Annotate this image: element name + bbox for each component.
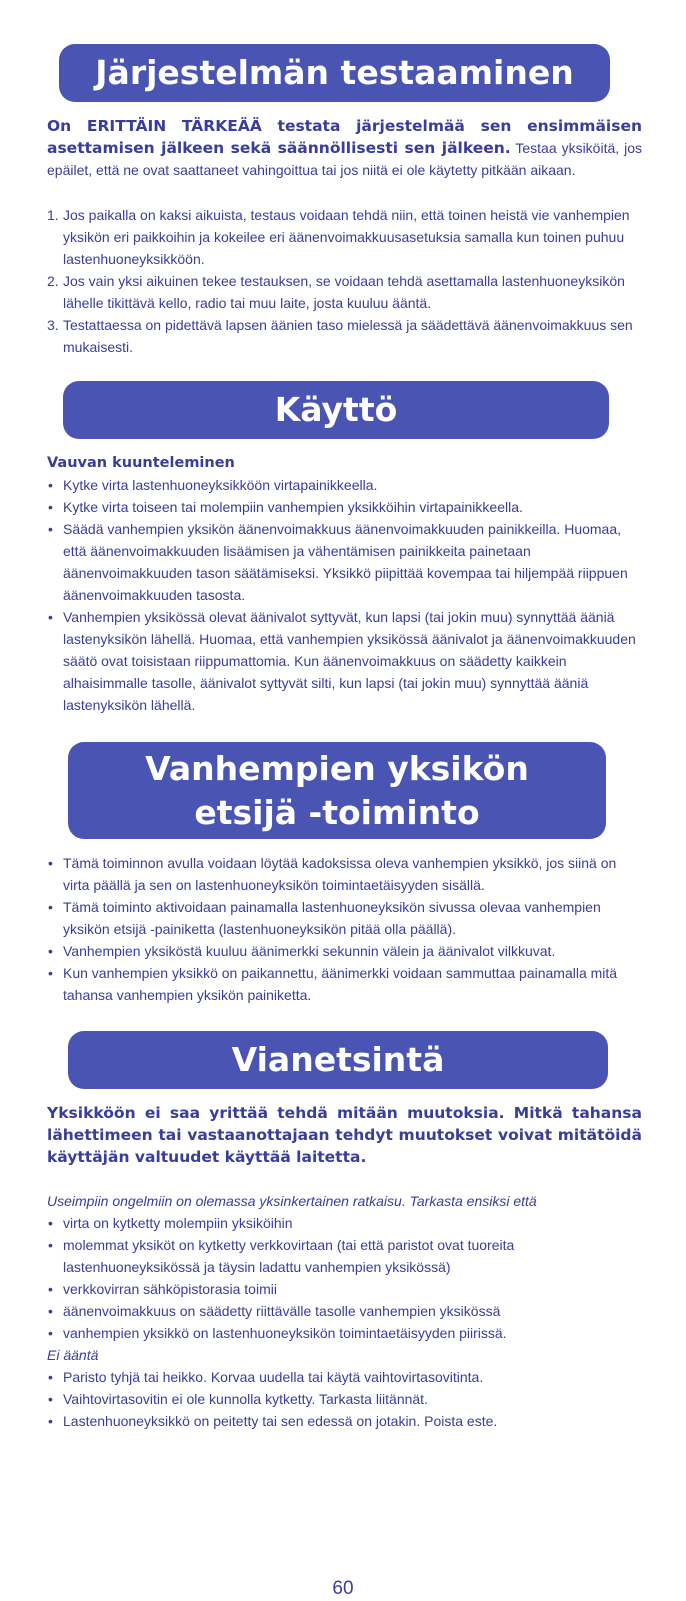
troubleshooting-intro: Useimpiin ongelmiin on olemassa yksinkertainen ratkaisu. Tarkasta ensiksi että bbox=[47, 1193, 537, 1209]
bullet-icon: • bbox=[48, 1215, 53, 1231]
list-item-text: Jos vain yksi aikuinen tekee testauksen, se voidaan tehdä asettamalla lastenhuoneyksikön lähelle tikittävä kello, radio tai muu laite, josta kuuluu ääntä. bbox=[63, 273, 625, 311]
bullet-icon: • bbox=[48, 477, 53, 493]
bullet-icon: • bbox=[48, 1303, 53, 1319]
bullet-icon: • bbox=[48, 943, 53, 959]
troubleshooting-warning bbox=[47, 1102, 642, 1168]
list-item-text: äänenvoimakkuus on säädetty riittävälle tasolle vanhempien yksikössä bbox=[63, 1303, 501, 1319]
list-item bbox=[47, 896, 642, 940]
list-number: 2. bbox=[47, 273, 59, 289]
troubleshooting-content bbox=[47, 1190, 642, 1432]
bullet-icon: • bbox=[48, 855, 53, 871]
list-item bbox=[47, 852, 642, 896]
testing-steps bbox=[47, 204, 642, 358]
list-item-text: Vaihtovirtasovitin ei ole kunnolla kytketty. Tarkasta liitännät. bbox=[63, 1391, 428, 1407]
bullet-icon: • bbox=[48, 521, 53, 537]
bullet-icon: • bbox=[48, 899, 53, 915]
usage-content bbox=[47, 452, 642, 716]
list-item-text: Säädä vanhempien yksikön äänenvoimakkuus äänenvoimakkuuden painikkeilla. Huomaa, että äänenvoimakkuuden lisäämisen ja vähentämisen painikkeita painetaan äänenvoimakkuuden tason säätämiseksi. Yksikkö piipittää kovempaa tai hiljempää riippuen äänenvoimakkuuden tasosta. bbox=[63, 521, 628, 603]
list-item-text: Kytke virta lastenhuoneyksikköön virtapainikkeella. bbox=[63, 477, 378, 493]
page-number: 60 bbox=[332, 1578, 354, 1599]
list-item bbox=[47, 606, 642, 716]
list-item bbox=[47, 962, 642, 1006]
bullet-icon: • bbox=[48, 499, 53, 515]
subheading-baby-listening: Vauvan kuunteleminen bbox=[47, 455, 235, 471]
bullet-icon: • bbox=[48, 1391, 53, 1407]
bullet-icon: • bbox=[48, 1369, 53, 1385]
list-item-text: molemmat yksiköt on kytketty verkkovirtaan (tai että paristot ovat tuoreita lastenhuoneyksikössä ja täysin ladattu vanhempien yksikössä) bbox=[63, 1237, 515, 1275]
list-number: 3. bbox=[47, 317, 59, 333]
list-item-text: virta on kytketty molempiin yksiköihin bbox=[63, 1215, 293, 1231]
bullet-icon: • bbox=[48, 1281, 53, 1297]
section-title-line-2: etsijä -toiminto bbox=[194, 793, 480, 832]
section-banner-testing bbox=[59, 44, 610, 102]
warning-text: Yksikköön ei saa yrittää tehdä mitään muutoksia. Mitkä tahansa lähettimeen tai vastaanottajaan tehdyt muutokset voivat mitätöidä käyttäjän valtuudet käyttää laitetta. bbox=[47, 1104, 642, 1166]
list-item bbox=[47, 204, 642, 270]
list-item-text: vanhempien yksikkö on lastenhuoneyksikön toimintaetäisyyden piirissä. bbox=[63, 1325, 507, 1341]
list-item bbox=[47, 1300, 642, 1322]
list-item-text: Testattaessa on pidettävä lapsen äänien taso mielessä ja säädettävä äänenvoimakkuus sen mukaisesti. bbox=[63, 317, 633, 355]
list-item bbox=[47, 1388, 642, 1410]
bullet-icon: • bbox=[48, 1413, 53, 1429]
section-banner-usage bbox=[63, 381, 609, 439]
list-item bbox=[47, 518, 642, 606]
list-item-text: Lastenhuoneyksikkö on peitetty tai sen edessä on jotakin. Poista este. bbox=[63, 1413, 498, 1429]
list-item-text: Kun vanhempien yksikkö on paikannettu, äänimerkki voidaan sammuttaa painamalla mitä tahansa vanhempien yksikön painiketta. bbox=[63, 965, 618, 1003]
list-item-text: Jos paikalla on kaksi aikuista, testaus voidaan tehdä niin, että toinen heistä vie vanhempien yksikön eri paikkoihin ja kokeilee eri äänenvoimakkuusasetuksia samalla kun toinen puhuu lastenhuoneyksikköön. bbox=[63, 207, 630, 267]
finder-content bbox=[47, 852, 642, 1006]
bullet-icon: • bbox=[48, 1237, 53, 1253]
bullet-icon: • bbox=[48, 609, 53, 625]
list-number: 1. bbox=[47, 207, 59, 223]
list-item-text: Vanhempien yksikössä olevat äänivalot syttyvät, kun lapsi (tai jokin muu) synnyttää ääniä lastenyksikön lähellä. Huomaa, että vanhempien yksikössä äänivalot ja äänenvoimakkuuden säätö ovat toisistaan riippumattomia. Kun äänenvoimakkuus on säädetty kaikkein alhaisimmalle tasolle, äänivalot syttyvät silti, kun lapsi (tai jokin muu) synnyttää ääniä lastenyksikön lähellä. bbox=[63, 609, 636, 713]
list-item bbox=[47, 1212, 642, 1234]
list-item bbox=[47, 1322, 642, 1344]
list-item bbox=[47, 1278, 642, 1300]
list-item bbox=[47, 496, 642, 518]
no-sound-heading: Ei ääntä bbox=[47, 1347, 99, 1363]
section-title-line-1: Vanhempien yksikön bbox=[145, 749, 529, 788]
section-title: Vianetsintä bbox=[231, 1040, 445, 1079]
list-item-text: verkkovirran sähköpistorasia toimii bbox=[63, 1281, 277, 1297]
section-banner-troubleshooting bbox=[68, 1031, 608, 1089]
list-item bbox=[47, 270, 642, 314]
list-item-text: Paristo tyhjä tai heikko. Korvaa uudella tai käytä vaihtovirtasovitinta. bbox=[63, 1369, 484, 1385]
bullet-icon: • bbox=[48, 1325, 53, 1341]
list-item-text: Kytke virta toiseen tai molempiin vanhempien yksikköihin virtapainikkeella. bbox=[63, 499, 523, 515]
list-item-text: Vanhempien yksiköstä kuuluu äänimerkki sekunnin välein ja äänivalot vilkkuvat. bbox=[63, 943, 556, 959]
testing-lead bbox=[47, 115, 642, 181]
section-banner-finder bbox=[68, 742, 606, 839]
list-item bbox=[47, 474, 642, 496]
list-item bbox=[47, 1410, 642, 1432]
section-title: Käyttö bbox=[274, 390, 398, 429]
list-item-text: Tämä toiminto aktivoidaan painamalla lastenhuoneyksikön sivussa olevaa vanhempien yksikön etsijä -painiketta (lastenhuoneyksikön pitää olla päällä). bbox=[63, 899, 601, 937]
bullet-icon: • bbox=[48, 965, 53, 981]
list-item bbox=[47, 940, 642, 962]
list-item bbox=[47, 314, 642, 358]
lead-normal-text: Testaa yksiköitä, jos epäilet, että ne ovat saattaneet vahingoittua tai jos niitä ei ole käytetty pitkään aikaan. bbox=[47, 140, 642, 178]
list-item bbox=[47, 1234, 642, 1278]
list-item bbox=[47, 1366, 642, 1388]
section-title: Järjestelmän testaaminen bbox=[95, 53, 574, 92]
lead-bold-text: On ERITTÄIN TÄRKEÄÄ testata järjestelmää sen ensimmäisen asettamisen jälkeen sekä säännöllisesti sen jälkeen. bbox=[47, 117, 642, 157]
list-item-text: Tämä toiminnon avulla voidaan löytää kadoksissa oleva vanhempien yksikkö, jos siinä on virta päällä ja sen on lastenhuoneyksikön toimintaetäisyyden sisällä. bbox=[63, 855, 617, 893]
